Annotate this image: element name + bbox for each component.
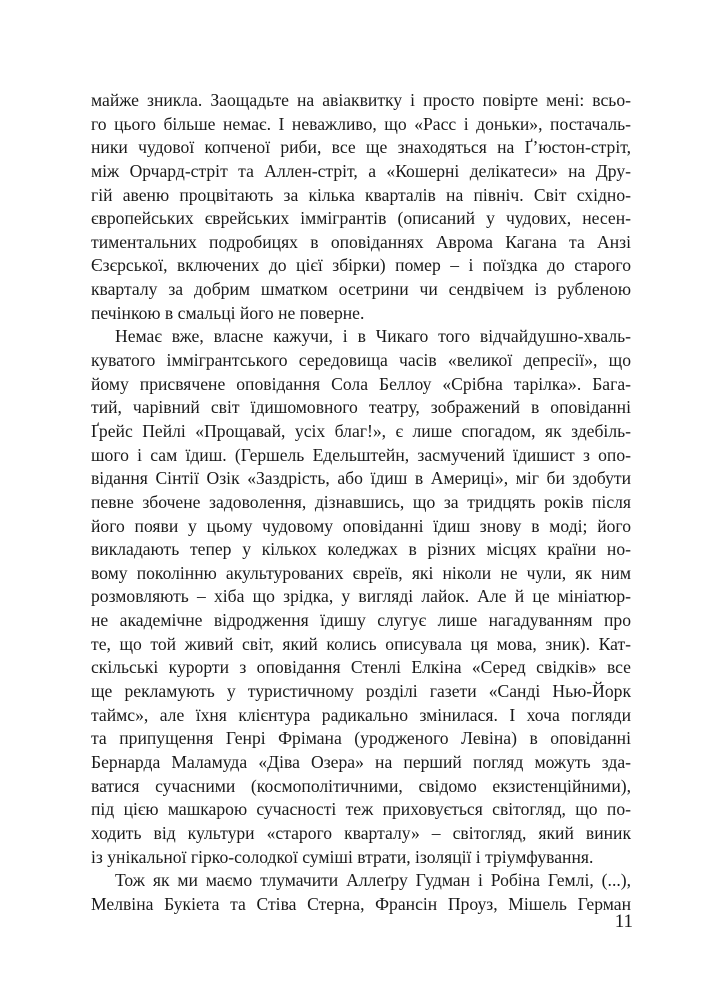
text-line: Ґрейс Пейлі «Прощавай, усіх благ!», є лише спогадом, як здебіль-: [91, 420, 631, 441]
text-line: кварталу за добрим шматком осетрини чи сендвічем із рубленою: [91, 279, 631, 300]
text-line: Мелвіна Букіета та Стіва Стерна, Франсін Проуз, Мішель Герман: [91, 893, 631, 914]
text-line: те, що той живий світ, який колись описувала ця мова, зник). Кат-: [91, 633, 631, 654]
text-line: майже зникла. Заощадьте на авіаквитку і просто повірте мені: всьо-: [91, 90, 631, 110]
text-line: йому присвячене оповідання Сола Беллоу «Срібна тарілка». Бага-: [91, 373, 631, 394]
text-line: ватися сучасними (космополітичними, свідомо екзистенційними),: [91, 775, 631, 796]
text-line: Бернарда Маламуда «Діва Озера» на перший погляд можуть зда-: [91, 751, 631, 772]
text-line: го цього більше немає. І неважливо, що «Расс і доньки», постачаль-: [91, 113, 631, 134]
text-line: тий, чарівний світ їдишомовного театру, зображений в оповіданні: [91, 397, 631, 418]
text-line: між Орчард-стріт та Аллен-стріт, а «Кошерні делікатеси» на Дру-: [91, 160, 631, 181]
text-line: ники чудової копченої риби, все ще знаходяться на Ґ’юстон-стріт,: [91, 137, 631, 158]
text-line: гій авеню процвітають за кілька кварталів на північ. Світ східно-: [91, 184, 631, 205]
text-line: куватого іммігрантського середовища часів «великої депресії», що: [91, 350, 631, 371]
text-line: Тож як ми маємо тлумачити Аллеґру Гудман і Робіна Гемлі, (...),: [115, 870, 631, 891]
text-line: Немає вже, власне кажучи, і в Чикаго того відчайдушно-хваль-: [115, 326, 631, 347]
page-number: 11: [614, 911, 633, 932]
text-line: ще рекламують у туристичному розділі газети «Санді Нью-Йорк: [91, 681, 631, 702]
text-line: та припущення Генрі Фрімана (уродженого Левіна) в оповіданні: [91, 728, 631, 749]
text-line: викладають тепер у кількох коледжах в різних місцях країни но-: [91, 539, 631, 560]
text-line: Єзєрської, включених до цієї збірки) помер – і поїздка до старого: [91, 255, 631, 276]
text-line: відання Сінтії Озік «Заздрість, або їдиш в Америці», міг би здобути: [91, 468, 631, 489]
paragraph: [91, 325, 631, 869]
paragraph: [91, 89, 631, 325]
text-line: не академічне відродження їдишу слугує лише нагадуванням про: [91, 610, 631, 631]
text-line: таймс», але їхня клієнтура радикально змінилася. І хоча погляди: [91, 704, 631, 725]
paragraph: [91, 869, 631, 916]
text-line: із унікальної гірко-солодкої суміші втрати, ізоляції і тріумфування.: [91, 846, 594, 867]
text-line: європейських єврейських іммігрантів (описаний у чудових, несен-: [91, 208, 631, 229]
text-line: його появи у цьому чудовому оповіданні їдиш знову в моді; його: [91, 515, 631, 536]
text-line: тиментальних подробицях в оповіданнях Аврома Кагана та Анзі: [91, 231, 631, 252]
text-line: печінкою в смальці його не поверне.: [91, 302, 365, 323]
text-line: розмовляють – хіба що зрідка, у вигляді лайок. Але й це мініатюр-: [91, 586, 631, 607]
text-line: скільські курорти з оповідання Стенлі Елкіна «Серед свідків» все: [91, 657, 631, 678]
text-line: шого і сам їдиш. (Гершель Едельштейн, засмучений їдишист з опо-: [91, 444, 631, 465]
body-text: [91, 89, 631, 916]
text-line: вому поколінню акультурованих євреїв, які ніколи не чули, як ним: [91, 562, 631, 583]
text-line: під цією машкарою сучасності теж приховується світогляд, що по-: [91, 799, 631, 820]
text-line: певне збочене задоволення, дізнавшись, що за тридцять років після: [91, 491, 631, 512]
text-line: ходить від культури «старого кварталу» – світогляд, який виник: [91, 822, 631, 843]
